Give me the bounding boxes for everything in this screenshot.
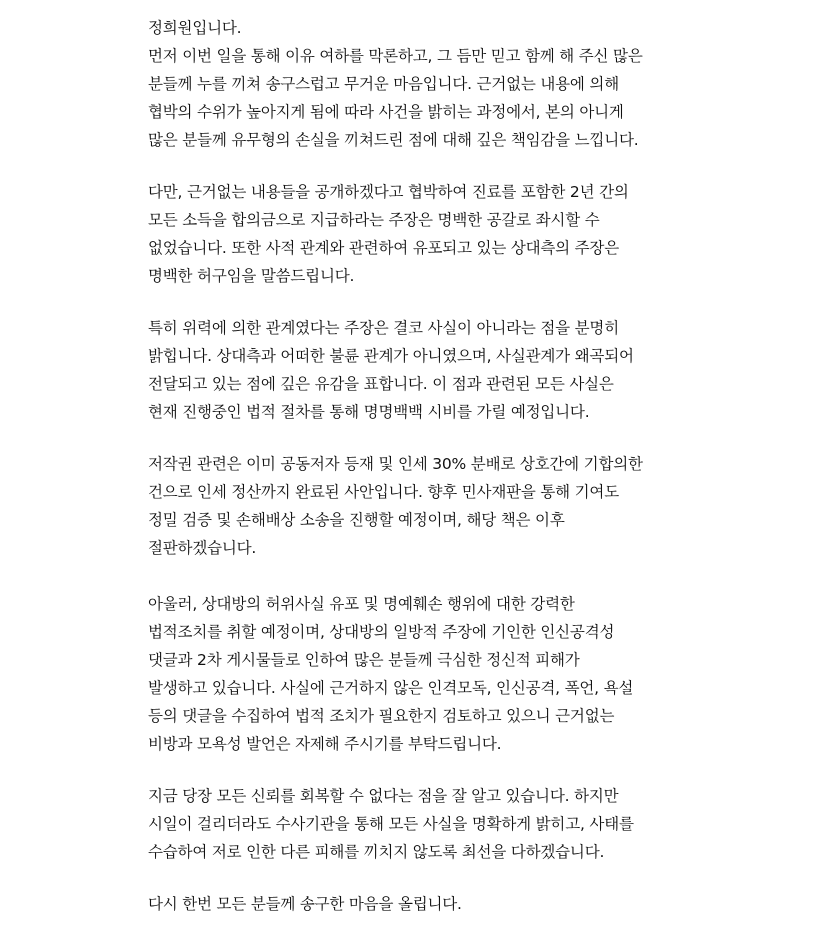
text-line: 수습하여 저로 인한 다른 피해를 끼치지 않도록 최선을 다하겠습니다.: [148, 843, 605, 861]
text-line: 다시 한번 모든 분들께 송구한 마음을 올립니다.: [148, 895, 462, 913]
text-line: 밝힙니다. 상대측과 어떠한 불륜 관계가 아니였으며, 사실관계가 왜곡되어: [148, 347, 634, 365]
text-line: 정밀 검증 및 손해배상 소송을 진행할 예정이며, 해당 책은 이후: [148, 511, 565, 529]
paragraph-5: [148, 590, 828, 758]
text-line: 시일이 걸리더라도 수사기관을 통해 모든 사실을 명확하게 밝히고, 사태를: [148, 815, 634, 833]
text-line: 모든 소득을 합의금으로 지급하라는 주장은 명백한 공갈로 좌시할 수: [148, 211, 600, 229]
text-line: 비방과 모욕성 발언은 자제해 주시기를 부탁드립니다.: [148, 735, 502, 753]
text-line: 없었습니다. 또한 사적 관계와 관련하여 유포되고 있는 상대측의 주장은: [148, 239, 619, 257]
text-line: 댓글과 2차 게시물들로 인하여 많은 분들께 극심한 정신적 피해가: [148, 651, 580, 669]
text-line: 정희원입니다.: [148, 19, 242, 37]
paragraph-gap: [148, 758, 828, 782]
paragraph-4: [148, 450, 828, 562]
paragraph-6: [148, 782, 828, 866]
paragraph-gap: [148, 290, 828, 314]
text-line: 분들께 누를 끼쳐 송구스럽고 무거운 마음입니다. 근거없는 내용에 의해: [148, 75, 619, 93]
paragraph-gap: [148, 426, 828, 450]
text-line: 특히 위력에 의한 관계였다는 주장은 결코 사실이 아니라는 점을 분명히: [148, 319, 619, 337]
text-line: 먼저 이번 일을 통해 이유 여하를 막론하고, 그 듬만 믿고 함께 해 주신 많은: [148, 47, 643, 65]
paragraph-7: [148, 890, 828, 918]
text-line: 건으로 인세 정산까지 완료된 사안입니다. 향후 민사재판을 통해 기여도: [148, 483, 619, 501]
text-line: 등의 댓글을 수집하여 법적 조치가 필요한지 검토하고 있으니 근거없는: [148, 707, 615, 725]
paragraph-gap: [148, 154, 828, 178]
text-line: 지금 당장 모든 신뢰를 회복할 수 없다는 점을 잘 알고 있습니다. 하지만: [148, 787, 619, 805]
text-line: 법적조치를 취할 예정이며, 상대방의 일방적 주장에 기인한 인신공격성: [148, 623, 615, 641]
paragraph-2: [148, 178, 828, 290]
text-line: 절판하겠습니다.: [148, 539, 257, 557]
paragraph-gap: [148, 562, 828, 590]
text-line: 발생하고 있습니다. 사실에 근거하지 않은 인격모독, 인신공격, 폭언, 욕설: [148, 679, 634, 697]
text-line: 협박의 수위가 높아지게 됨에 따라 사건을 밝히는 과정에서, 본의 아니게: [148, 103, 624, 121]
text-line: 저작권 관련은 이미 공동저자 등재 및 인세 30% 분배로 상호간에 기합의한: [148, 455, 643, 473]
text-line: 많은 분들께 유무형의 손실을 끼쳐드린 점에 대해 깊은 책임감을 느낍니다.: [148, 131, 639, 149]
text-line: 현재 진행중인 법적 절차를 통해 명명백백 시비를 가릴 예정입니다.: [148, 403, 590, 421]
text-line: 명백한 허구임을 말씀드립니다.: [148, 267, 355, 285]
text-line: 아울러, 상대방의 허위사실 유포 및 명예훼손 행위에 대한 강력한: [148, 595, 575, 613]
paragraph-1: [148, 14, 828, 154]
statement-document: [148, 14, 828, 918]
text-line: 전달되고 있는 점에 깊은 유감을 표합니다. 이 점과 관련된 모든 사실은: [148, 375, 614, 393]
text-line: 다만, 근거없는 내용들을 공개하겠다고 협박하여 진료를 포함한 2년 간의: [148, 183, 629, 201]
paragraph-3: [148, 314, 828, 426]
paragraph-gap: [148, 866, 828, 890]
